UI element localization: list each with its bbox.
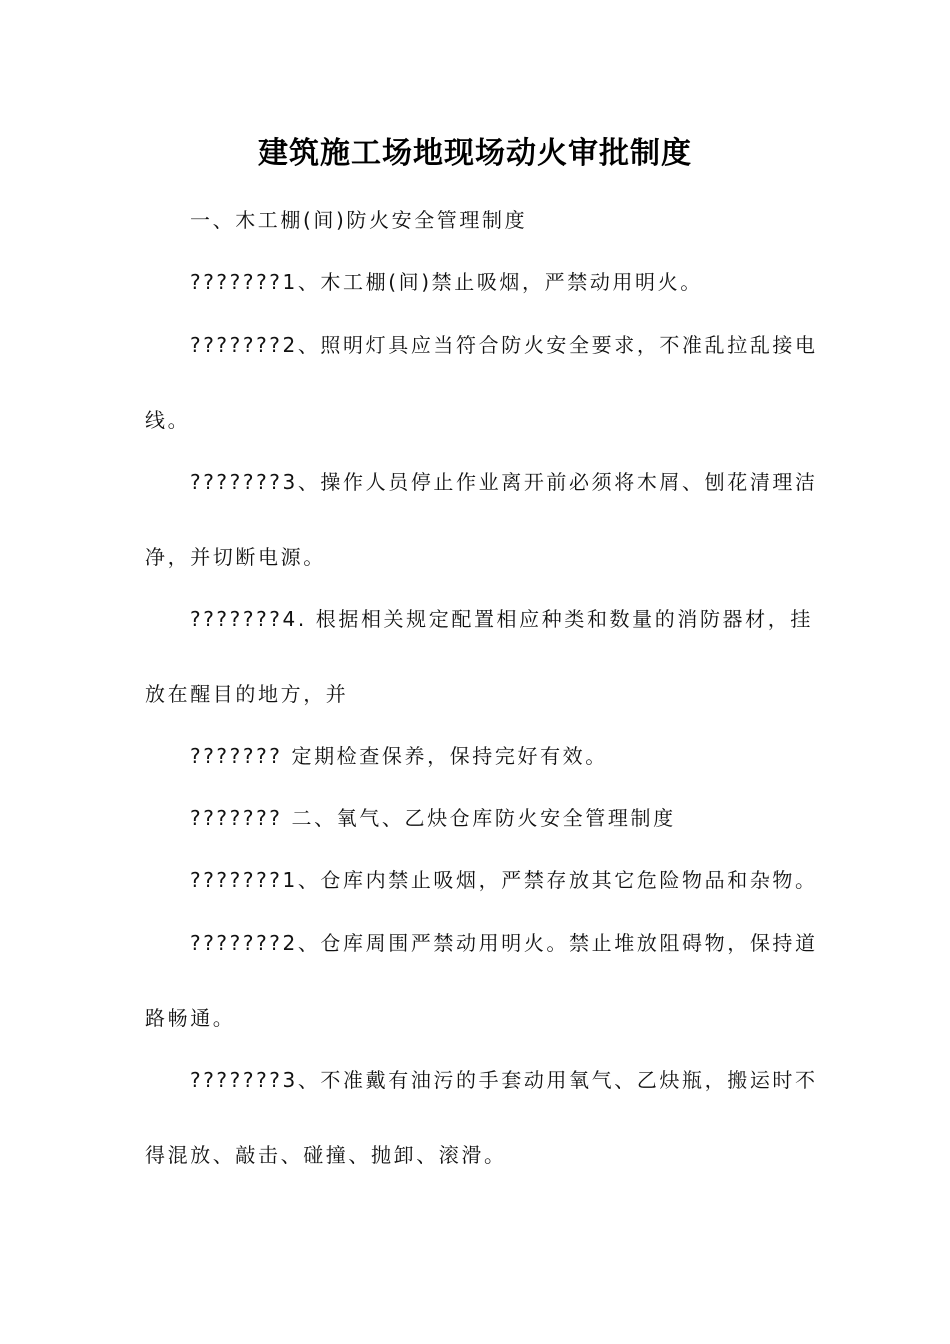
paragraph-continuation: 放在醒目的地方，并 bbox=[145, 682, 349, 706]
paragraph-line: ???????3、操作人员停止作业离开前必须将木屑、刨花清理洁 bbox=[190, 470, 818, 494]
paragraph-continuation: 路畅通。 bbox=[145, 1006, 236, 1030]
paragraph-continuation: 得混放、敲击、碰撞、抛卸、滚滑。 bbox=[145, 1143, 507, 1167]
paragraph-line: ???????2、仓库周围严禁动用明火。禁止堆放阻碍物，保持道 bbox=[190, 931, 818, 955]
paragraph-continuation: 线。 bbox=[145, 408, 191, 432]
paragraph-line: ???????4. 根据相关规定配置相应种类和数量的消防器材，挂 bbox=[190, 607, 813, 631]
paragraph-line: ??????? 定期检查保养，保持完好有效。 bbox=[190, 744, 608, 768]
paragraph-line: ???????3、不准戴有油污的手套动用氧气、乙炔瓶，搬运时不 bbox=[190, 1068, 818, 1092]
paragraph-line: ???????2、照明灯具应当符合防火安全要求，不准乱拉乱接电 bbox=[190, 333, 818, 357]
section-heading: 一、木工棚(间)防火安全管理制度 bbox=[190, 208, 528, 232]
paragraph-line: ???????1、木工棚(间)禁止吸烟，严禁动用明火。 bbox=[190, 270, 703, 294]
paragraph-continuation: 净，并切断电源。 bbox=[145, 545, 326, 569]
section-heading: ??????? 二、氧气、乙炔仓库防火安全管理制度 bbox=[190, 806, 676, 830]
document-title: 建筑施工场地现场动火审批制度 bbox=[258, 136, 692, 171]
paragraph-line: ???????1、仓库内禁止吸烟，严禁存放其它危险物品和杂物。 bbox=[190, 868, 818, 892]
